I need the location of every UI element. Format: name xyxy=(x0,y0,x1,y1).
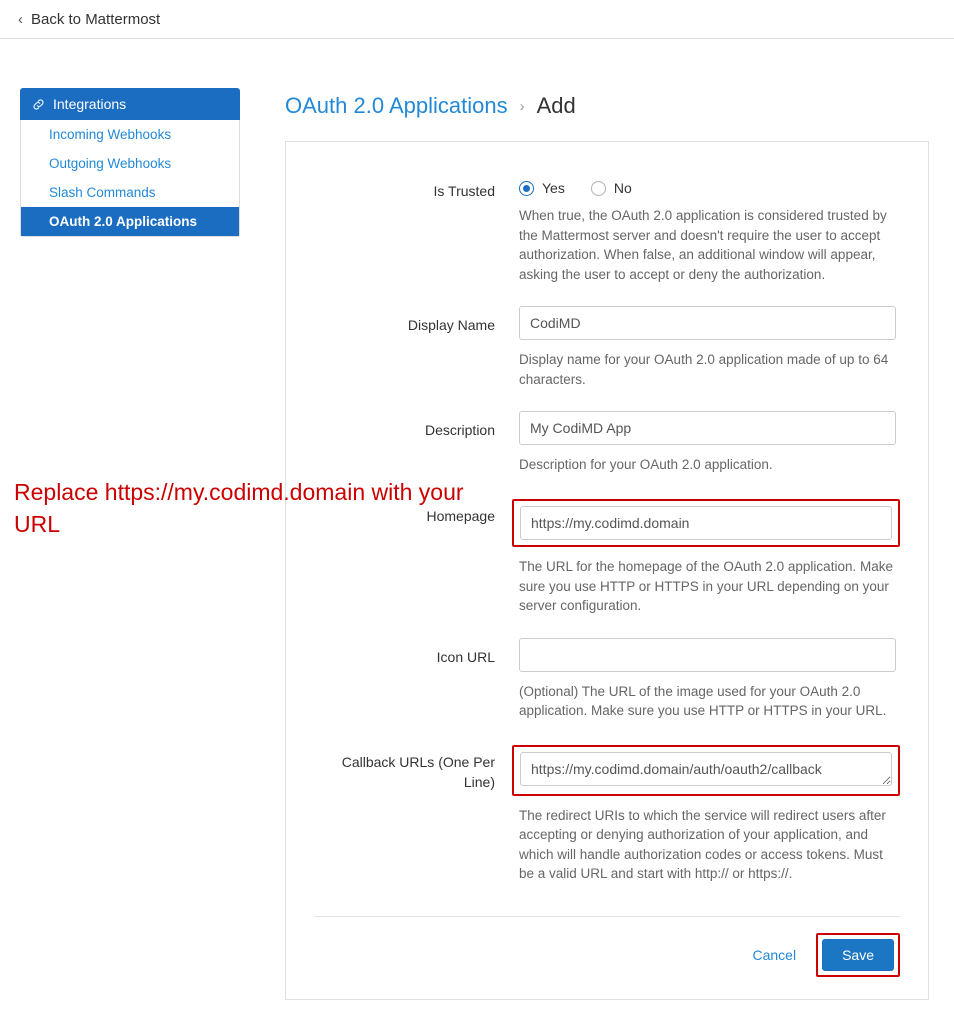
save-button[interactable]: Save xyxy=(822,939,894,971)
description-label: Description xyxy=(424,422,495,439)
display-name-label: Display Name xyxy=(407,317,495,334)
sidebar-item-label: Incoming Webhooks xyxy=(49,127,172,142)
field-callback-urls xyxy=(314,743,900,902)
main-content xyxy=(240,88,954,1000)
description-help: Description for your OAuth 2.0 application. xyxy=(519,457,773,473)
description-input[interactable] xyxy=(519,411,896,445)
display-name-input[interactable] xyxy=(519,306,896,340)
field-icon-url xyxy=(314,638,900,739)
cancel-button[interactable]: Cancel xyxy=(738,939,810,971)
radio-yes[interactable] xyxy=(519,181,534,196)
top-bar xyxy=(0,0,954,39)
icon-url-label: Icon URL xyxy=(436,648,495,665)
breadcrumb-current: Add xyxy=(536,93,576,118)
annotation-text: Replace https://my.codimd.domain with your URL xyxy=(14,479,464,537)
is-trusted-radio-group[interactable] xyxy=(519,172,900,196)
oauth-app-form-card xyxy=(285,141,929,1000)
callback-urls-label: Callback URLs (One Per Line) xyxy=(341,753,495,791)
homepage-label: Homepage xyxy=(426,507,495,524)
sidebar-items xyxy=(20,120,240,237)
field-display-name xyxy=(314,306,900,407)
icon-url-input[interactable] xyxy=(519,638,896,672)
breadcrumb-parent-link[interactable]: OAuth 2.0 Applications xyxy=(285,93,508,118)
callback-urls-highlight xyxy=(512,745,900,796)
link-icon xyxy=(32,98,45,111)
homepage-help: The URL for the homepage of the OAuth 2.0 application. Make sure you use HTTP or HTTPS in your URL depending on your server configuration. xyxy=(519,558,893,614)
sidebar-header xyxy=(20,88,240,120)
chevron-right-icon: › xyxy=(519,97,525,115)
callback-urls-textarea[interactable] xyxy=(520,752,892,786)
radio-no-label: No xyxy=(613,180,632,196)
sidebar-item-oauth-applications[interactable] xyxy=(21,207,239,236)
display-name-help: Display name for your OAuth 2.0 application made of up to 64 characters. xyxy=(519,352,889,387)
sidebar xyxy=(20,88,240,1000)
radio-no[interactable] xyxy=(591,181,606,196)
homepage-highlight xyxy=(512,499,900,547)
sidebar-item-slash-commands[interactable] xyxy=(21,178,239,207)
icon-url-help: (Optional) The URL of the image used for your OAuth 2.0 application. Make sure you use HTTP or HTTPS in your URL. xyxy=(519,683,887,719)
back-link-label: Back to Mattermost xyxy=(31,10,161,28)
sidebar-item-label: OAuth 2.0 Applications xyxy=(49,214,198,229)
is-trusted-label: Is Trusted xyxy=(433,183,495,199)
sidebar-header-label: Integrations xyxy=(53,96,127,112)
form-actions xyxy=(314,917,900,981)
homepage-input[interactable] xyxy=(520,506,892,540)
sidebar-item-outgoing-webhooks[interactable] xyxy=(21,149,239,178)
save-highlight xyxy=(816,933,900,977)
callback-urls-help: The redirect URIs to which the service will redirect users after accepting or denying authorization of your application, and which will handle authorization codes or access tokens. Must be a valid URL and start with http:// or https://. xyxy=(519,807,886,882)
chevron-left-icon: ‹ xyxy=(18,10,23,28)
sidebar-item-label: Outgoing Webhooks xyxy=(49,156,172,171)
back-to-mattermost-link[interactable] xyxy=(18,11,160,28)
sidebar-item-label: Slash Commands xyxy=(49,185,156,200)
is-trusted-help: When true, the OAuth 2.0 application is considered trusted by the Mattermost server and doesn't require the user to accept authorization. When false, an additional window will appear, asking the user to accept or deny the authorization. xyxy=(519,208,887,282)
sidebar-item-incoming-webhooks[interactable] xyxy=(21,120,239,149)
field-is-trusted xyxy=(314,172,900,302)
radio-yes-label: Yes xyxy=(542,180,565,196)
breadcrumb xyxy=(285,93,929,119)
